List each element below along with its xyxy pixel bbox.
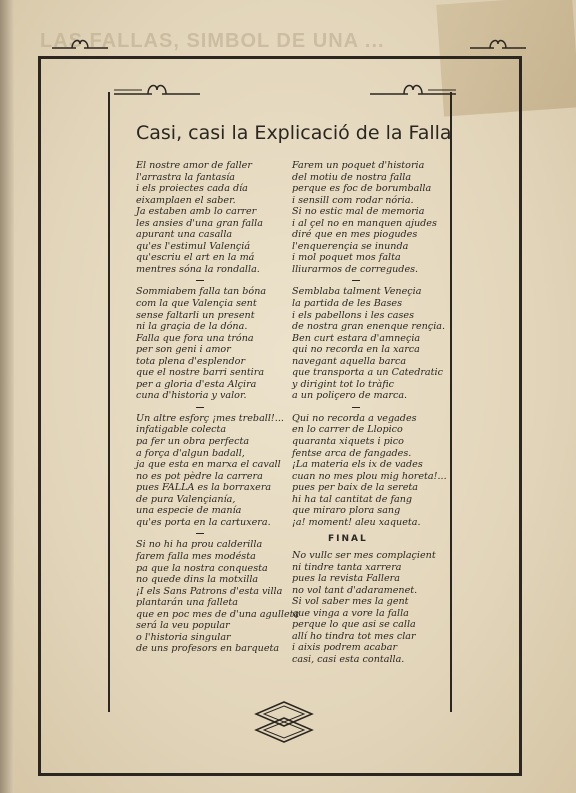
binding-shadow bbox=[0, 0, 14, 793]
verse-line: Ja estaben amb lo carrer bbox=[136, 206, 257, 218]
stanza-divider bbox=[352, 407, 360, 408]
verse-line: com la que Valençia sent bbox=[136, 298, 257, 310]
verse-line: qu'es l'estimul Valençiá bbox=[136, 240, 251, 252]
verse-line: no quede dins la motxilla bbox=[136, 574, 259, 586]
stanza bbox=[136, 160, 299, 275]
verse-line: qu'escriu el art en la má bbox=[136, 252, 255, 264]
verse-line: no vol tant d'adaramenet. bbox=[292, 584, 418, 596]
poem-title: Casi, casi la Explicació de la Falla bbox=[136, 122, 452, 144]
verse-line: quaranta xiquets i pico bbox=[292, 436, 404, 448]
verse-line: hi ha tal cantitat de fang bbox=[292, 493, 413, 505]
stanza-divider bbox=[196, 533, 204, 534]
verse-line: i sensill com rodar nória. bbox=[292, 194, 414, 206]
verse-line: no es pot pèdre la carrera bbox=[136, 470, 263, 482]
verse-line: i els pabellons i les cases bbox=[292, 309, 415, 321]
stanza-divider bbox=[196, 280, 204, 281]
verse-line: Si vol saber mes la gent bbox=[292, 596, 409, 608]
verse-line: Ben curt estara d'amneçia bbox=[292, 332, 421, 344]
diamond-ornament-icon bbox=[254, 700, 314, 744]
verse-line: lliurarmos de corregudes. bbox=[292, 263, 419, 275]
verse-line: Farem un poquet d'historia bbox=[292, 160, 425, 171]
right-column bbox=[292, 160, 447, 665]
verse-line: del motiu de nostra falla bbox=[292, 171, 412, 183]
stanza bbox=[292, 160, 447, 275]
faded-header-strip: LAS FALLAS, SIMBOL DE UNA ... bbox=[40, 30, 385, 52]
verse-line: eixamplaen el saber. bbox=[136, 194, 236, 206]
verse-line: apurant una casalla bbox=[136, 229, 233, 241]
verse-line: El nostre amor de faller bbox=[136, 160, 252, 171]
verse-line: perque lo que asi se calla bbox=[292, 619, 416, 631]
verse-line: cuna d'historia y valor. bbox=[136, 390, 247, 402]
stanza bbox=[136, 539, 299, 654]
verse-line: de nostra gran enenque rençia. bbox=[292, 321, 446, 333]
verse-line: pues FALLA es la borraxera bbox=[136, 482, 272, 494]
verse-line: ja que esta en marxa el cavall bbox=[136, 459, 281, 471]
verse-line: mentres sóna la rondalla. bbox=[136, 263, 260, 275]
corner-ornament-right-icon bbox=[468, 34, 528, 52]
verse-line: diré que en mes piogudes bbox=[292, 229, 418, 241]
verse-line: per a gloria d'esta Alçira bbox=[136, 378, 257, 390]
verse-line: que en poc mes de d'una agulleta bbox=[136, 608, 300, 620]
verse-line: i al çel no en manquen ajudes bbox=[292, 217, 437, 229]
verse-line: i aixis podrem acabar bbox=[292, 642, 398, 654]
stanza-divider bbox=[352, 280, 360, 281]
verse-line: sense faltarli un present bbox=[136, 309, 255, 321]
stanza bbox=[136, 286, 299, 401]
verse-line: cuan no mes plou mig horeta!... bbox=[292, 470, 447, 482]
verse-line: en lo carrer de Llopico bbox=[292, 424, 403, 436]
verse-line: per son geni i amor bbox=[136, 344, 231, 356]
verse-line: la partida de les Bases bbox=[292, 298, 403, 310]
verse-line: casi, casi esta contalla. bbox=[292, 653, 405, 665]
verse-line: plantarán una falleta bbox=[136, 597, 239, 609]
verse-line: Sommiabem falla tan bóna bbox=[136, 286, 267, 298]
final-heading: FINAL bbox=[328, 534, 368, 545]
verse-line: qu'es porta en la cartuxera. bbox=[136, 516, 271, 528]
verse-line: ni tindre tanta xarrera bbox=[292, 561, 402, 573]
verse-line: i mol poquet mos falta bbox=[292, 252, 401, 264]
stanza-divider bbox=[196, 407, 204, 408]
verse-line: que vinga a vore la falla bbox=[292, 607, 409, 619]
verse-line: ¡a! moment! aleu xaqueta. bbox=[292, 516, 421, 528]
frame-ornament-left-icon bbox=[112, 80, 202, 98]
verse-line: tota plena d'esplendor bbox=[136, 355, 246, 367]
verse-line: qui no recorda en la xarca bbox=[292, 344, 420, 356]
verse-line: Falla que fora una tróna bbox=[136, 332, 254, 344]
verse-line: ¡La materia els ix de vades bbox=[292, 459, 423, 471]
verse-line: allí ho tindra tot mes clar bbox=[292, 630, 416, 642]
final-stanza bbox=[292, 550, 447, 665]
verse-line: l'arrastra la fantasía bbox=[136, 171, 236, 183]
verse-line: No vullc ser mes complaçient bbox=[292, 549, 436, 561]
verse-line: i els proiectes cada día bbox=[136, 183, 248, 195]
verse-line: navegant aquella barca bbox=[292, 355, 407, 367]
verse-line: Si no estic mal de memoria bbox=[292, 206, 425, 218]
verse-line: ni la graçia de la dóna. bbox=[136, 321, 248, 333]
verse-line: farem falla mes modésta bbox=[136, 550, 256, 562]
stanza bbox=[292, 413, 447, 528]
stanza bbox=[136, 413, 299, 528]
verse-line: ¡I els Sans Patrons d'esta villa bbox=[136, 585, 283, 597]
verse-line: pa que la nostra conquesta bbox=[136, 562, 268, 574]
left-column bbox=[136, 160, 299, 655]
verse-line: l'enquerençia se inunda bbox=[292, 240, 409, 252]
verse-line: será la veu popular bbox=[136, 620, 230, 632]
verse-line: que transporta a un Catedratic bbox=[292, 367, 443, 379]
verse-line: y dirigint tot lo tràfic bbox=[292, 378, 394, 390]
verse-line: a un poliçero de marca. bbox=[292, 390, 408, 402]
verse-line: fentse arca de fangades. bbox=[292, 447, 412, 459]
verse-line: una especie de manía bbox=[136, 505, 242, 517]
verse-line: pa fer un obra perfecta bbox=[136, 436, 250, 448]
verse-line: que el nostre barri sentira bbox=[136, 367, 265, 379]
verse-line: Un altre esforç ¡mes treball!... bbox=[136, 412, 284, 424]
corner-ornament-left-icon bbox=[50, 34, 110, 52]
verse-line: o l'historia singular bbox=[136, 631, 231, 643]
verse-line: Semblaba talment Veneçia bbox=[292, 286, 422, 298]
verse-line: de pura Valençianía, bbox=[136, 493, 236, 505]
stanza bbox=[292, 286, 447, 401]
verse-line: Si no hi ha prou calderilla bbox=[136, 539, 263, 551]
verse-line: les ansies d'una gran falla bbox=[136, 217, 263, 229]
verse-line: a força d'algun badall, bbox=[136, 447, 245, 459]
verse-line: que miraro plora sang bbox=[292, 505, 401, 517]
verse-line: pues la revista Fallera bbox=[292, 573, 400, 585]
verse-line: Qui no recorda a vegades bbox=[292, 412, 417, 424]
verse-line: infatigable colecta bbox=[136, 424, 227, 436]
verse-line: de uns profesors en barqueta bbox=[136, 643, 280, 655]
verse-line: pues per baix de la sereta bbox=[292, 482, 418, 494]
frame-ornament-right-icon bbox=[368, 80, 458, 98]
verse-line: perque es foc de borumballa bbox=[292, 183, 432, 195]
